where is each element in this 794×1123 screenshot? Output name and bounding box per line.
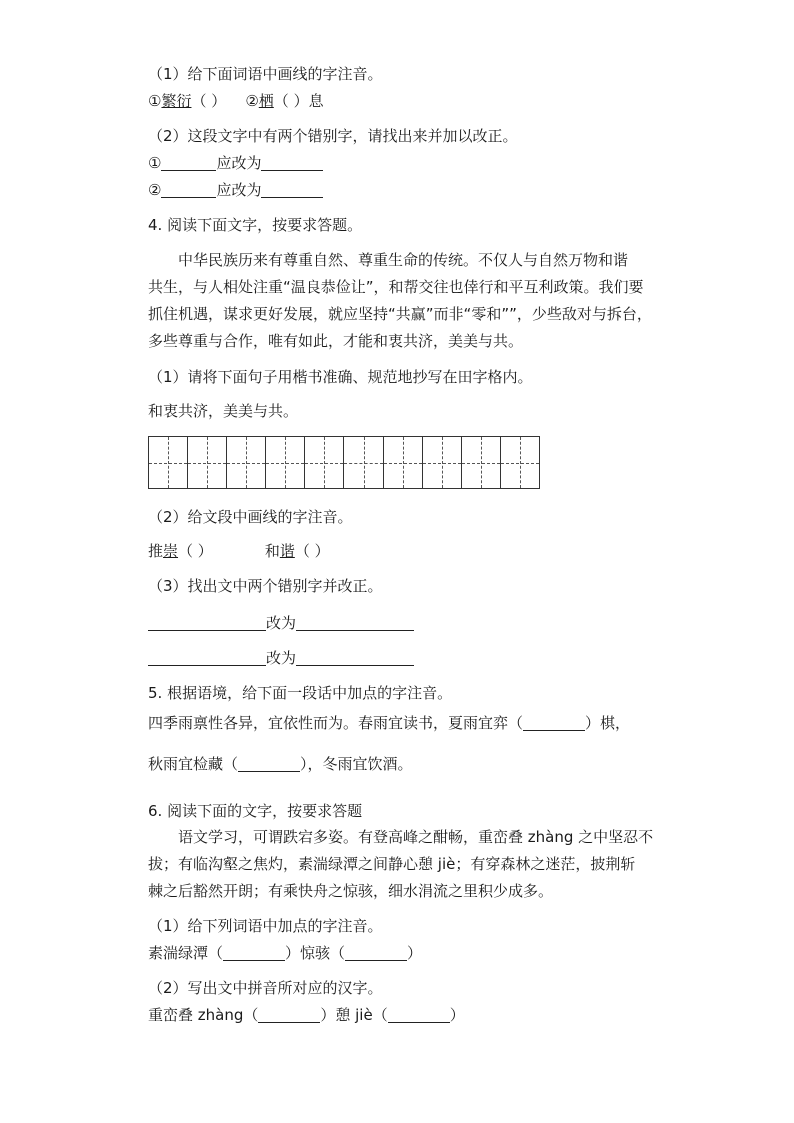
q6-sub2-items: 重峦叠 zhàng（ ）憩 jiè（ ） xyxy=(148,1006,465,1024)
q4-sub2-items: 推崇（ ） 和谐（ ） xyxy=(148,542,330,560)
answer-blank[interactable] xyxy=(223,944,285,961)
answer-blank[interactable] xyxy=(388,1006,450,1023)
q4-sub1-prompt: （1）请将下面句子用楷书准确、规范地抄写在田字格内。 xyxy=(148,368,533,386)
answer-blank[interactable] xyxy=(345,944,407,961)
q4-copy-text: 和衷共济，美美与共。 xyxy=(148,402,299,420)
q3-sub1-items: ①繁衍（ ） ②栖（ ）息 xyxy=(148,92,324,110)
answer-blank[interactable] xyxy=(148,614,266,631)
grid-cell[interactable] xyxy=(344,437,383,488)
q4-title: 4. 阅读下面文字，按要求答题。 xyxy=(148,216,363,234)
q5-line-2: 秋雨宜检藏（ ），冬雨宜饮酒。 xyxy=(148,755,413,773)
grid-cell[interactable] xyxy=(188,437,227,488)
q6-passage-line: 拔；有临沟壑之焦灼，素湍绿潭之间静心憩 jiè；有穿森林之迷茫，披荆斩 xyxy=(148,855,636,873)
q3-sub1-prompt: （1）给下面词语中画线的字注音。 xyxy=(148,65,383,83)
answer-blank[interactable] xyxy=(523,714,585,731)
q4-sub3-prompt: （3）找出文中两个错别字并改正。 xyxy=(148,577,383,595)
answer-blank[interactable] xyxy=(296,614,414,631)
answer-blank[interactable] xyxy=(296,649,414,666)
underlined-word: 谐 xyxy=(279,542,295,560)
q4-fix-row-2: 改为 xyxy=(148,648,414,668)
grid-cell[interactable] xyxy=(462,437,501,488)
q6-title: 6. 阅读下面的文字，按要求答题 xyxy=(148,802,363,820)
underlined-word: 栖 xyxy=(258,92,274,110)
grid-cell[interactable] xyxy=(266,437,305,488)
grid-cell[interactable] xyxy=(384,437,423,488)
answer-blank[interactable] xyxy=(261,154,323,171)
q4-passage-line: 抓住机遇，谋求更好发展，就应坚持“共赢”而非“零和””，少些敌对与拆台， xyxy=(148,305,652,323)
underlined-word: 繁衍 xyxy=(161,92,192,110)
answer-blank[interactable] xyxy=(238,755,300,772)
underlined-word: 崇 xyxy=(163,542,179,560)
q3-fix-row-2: ② 应改为 xyxy=(148,180,323,200)
q5-title: 5. 根据语境，给下面一段话中加点的字注音。 xyxy=(148,684,453,702)
q4-fix-row-1: 改为 xyxy=(148,613,414,633)
q4-passage-line: 多些尊重与合作，唯有如此，才能和衷共济，美美与共。 xyxy=(148,332,524,350)
q6-sub1-prompt: （1）给下列词语中加点的字注音。 xyxy=(148,917,383,935)
grid-cell[interactable] xyxy=(501,437,539,488)
grid-cell[interactable] xyxy=(149,437,188,488)
q6-passage-line: 棘之后豁然开朗；有乘快舟之惊骇，细水涓流之里积少成多。 xyxy=(148,882,554,900)
q6-passage-line: 语文学习，可谓跌宕多姿。有登高峰之酣畅，重峦叠 zhàng 之中坚忍不 xyxy=(178,828,654,846)
q4-passage-line: 共生，与人相处注重“温良恭俭让”，和帮交往也倖行和平互利政策。我们要 xyxy=(148,278,644,296)
q6-sub2-prompt: （2）写出文中拼音所对应的汉字。 xyxy=(148,979,383,997)
grid-cell[interactable] xyxy=(227,437,266,488)
tian-zi-ge-grid[interactable] xyxy=(148,436,540,489)
grid-cell[interactable] xyxy=(305,437,344,488)
q3-sub2-prompt: （2）这段文字中有两个错别字，请找出来并加以改正。 xyxy=(148,127,518,145)
grid-cell[interactable] xyxy=(423,437,462,488)
q4-sub2-prompt: （2）给文段中画线的字注音。 xyxy=(148,508,353,526)
answer-blank[interactable] xyxy=(258,1006,320,1023)
answer-blank[interactable] xyxy=(148,649,266,666)
answer-blank[interactable] xyxy=(161,154,216,171)
q6-sub1-items: 素湍绿潭（ ）惊骇（ ） xyxy=(148,944,423,962)
q5-line-1: 四季雨禀性各异，宜依性而为。春雨宜读书，夏雨宜弈（ ）棋， xyxy=(148,714,631,732)
q4-passage-line: 中华民族历来有尊重自然、尊重生命的传统。不仅人与自然万物和谐 xyxy=(178,251,629,269)
answer-blank[interactable] xyxy=(161,181,216,198)
answer-blank[interactable] xyxy=(261,181,323,198)
q3-fix-row-1: ① 应改为 xyxy=(148,153,323,173)
